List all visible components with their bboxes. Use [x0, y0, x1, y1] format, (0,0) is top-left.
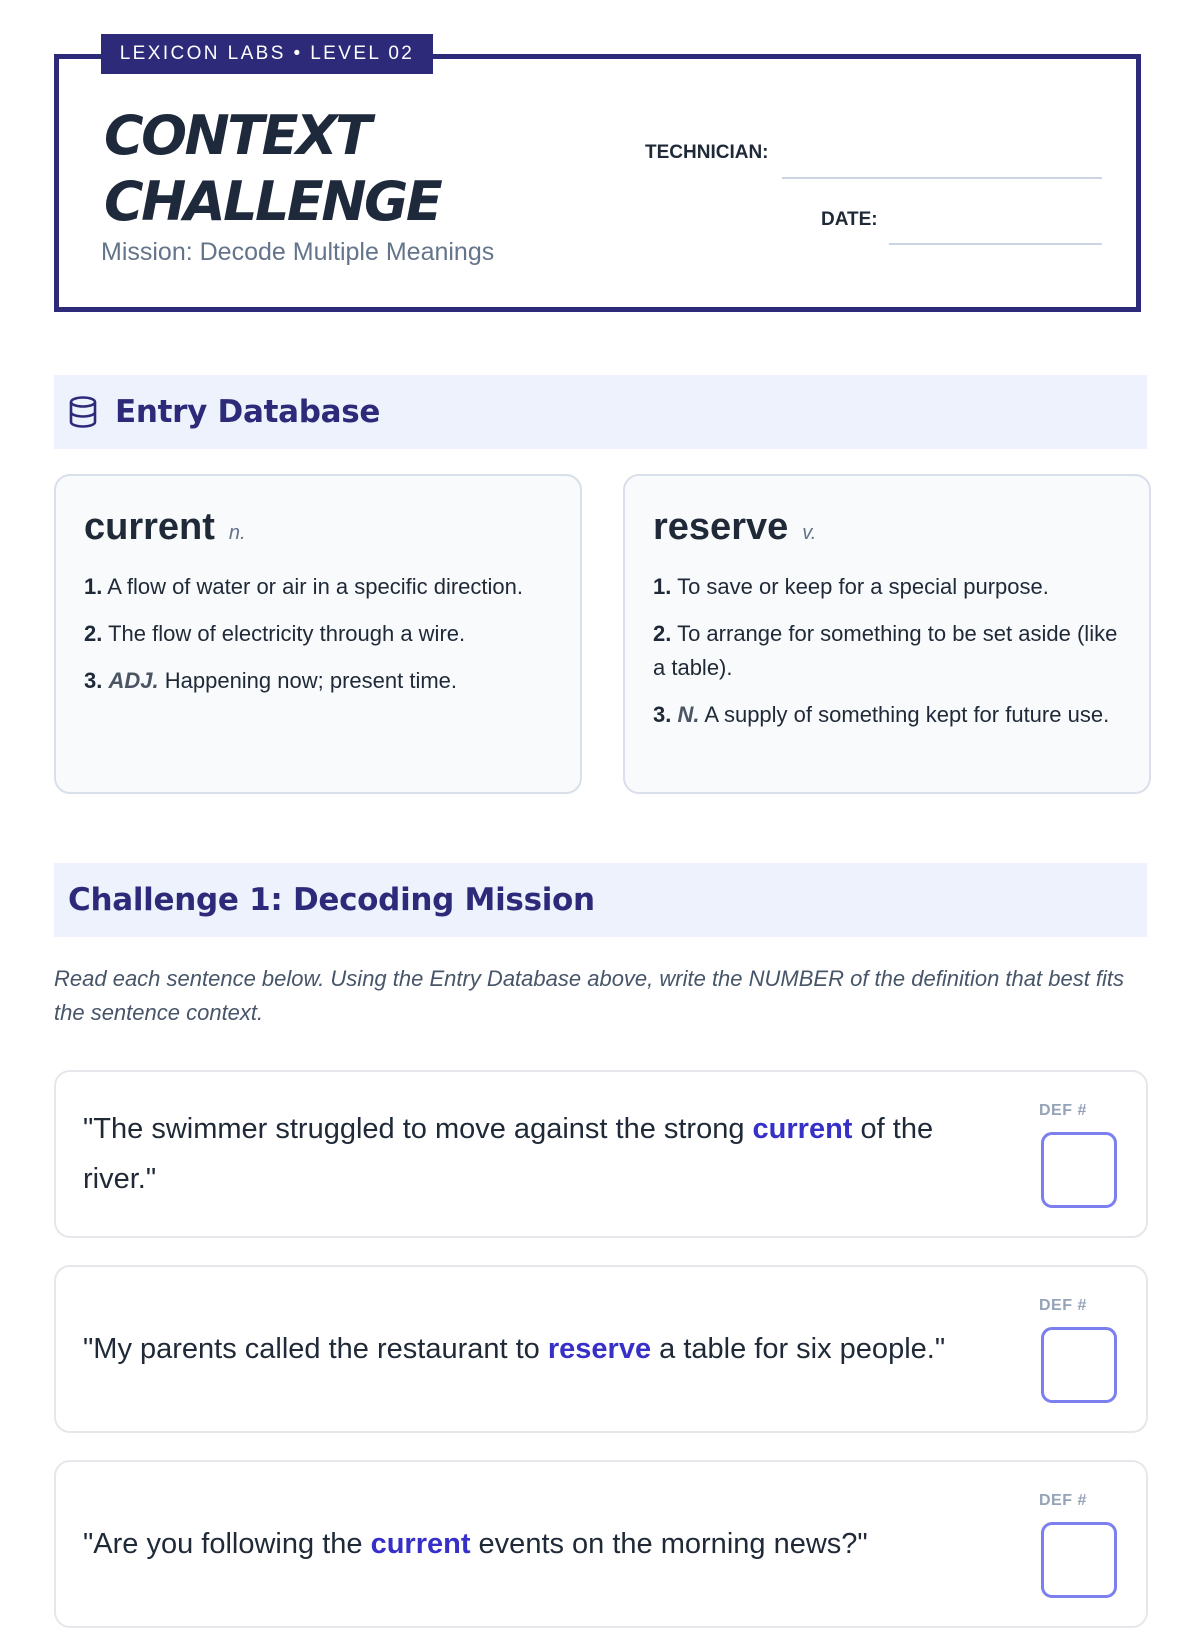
date-label: DATE: [821, 209, 878, 230]
question-card [54, 1265, 1148, 1433]
sentence-text: "My parents called the restaurant to [83, 1333, 548, 1365]
challenge-instructions: Read each sentence below. Using the Entry Database above, write the NUMBER of the definition that best fits the sentence context. [54, 966, 1125, 1025]
definition-item [653, 698, 1121, 732]
def-number-label: DEF # [1039, 1102, 1087, 1119]
definition-pos-tag: ADJ. [108, 668, 159, 693]
def-number-label: DEF # [1039, 1297, 1087, 1314]
definition-number: 3. [653, 702, 672, 727]
mission-subtitle: Mission: Decode Multiple Meanings [101, 238, 495, 266]
definition-number: 2. [84, 621, 103, 646]
definition-text: A supply of something kept for future use. [704, 702, 1110, 727]
def-number-label: DEF # [1039, 1492, 1087, 1509]
date-field[interactable] [889, 243, 1102, 245]
sentence-text: "Are you following the [83, 1528, 371, 1560]
entry-database-header [54, 375, 1147, 449]
definition-item [84, 617, 552, 651]
entry-word: reserve [653, 506, 789, 548]
definition-item [84, 664, 552, 698]
sentence-keyword: current [370, 1528, 471, 1560]
definition-item [653, 617, 1121, 685]
sentence-text: "The swimmer struggled to move against the strong [83, 1113, 753, 1145]
definition-list [653, 570, 1121, 732]
definition-pos-tag: N. [677, 702, 700, 727]
entry-card-reserve [623, 474, 1151, 794]
definition-text: To arrange for something to be set aside (like a table). [653, 621, 1118, 680]
def-number-answer-box[interactable] [1041, 1132, 1117, 1208]
entry-headword [84, 506, 552, 552]
question-sentence [83, 1072, 983, 1236]
definition-text: A flow of water or air in a specific direction. [107, 574, 523, 599]
challenge-title: Challenge 1: Decoding Mission [68, 882, 595, 918]
title-line-2: CHALLENGE [104, 170, 441, 233]
entry-database-title: Entry Database [115, 394, 381, 430]
entry-part-of-speech: v. [802, 522, 817, 544]
title-line-1: CONTEXT [104, 104, 370, 167]
definition-item [84, 570, 552, 604]
entry-word: current [84, 506, 215, 548]
entry-card-current [54, 474, 582, 794]
sentence-text: events on the morning news?" [470, 1528, 868, 1560]
definition-number: 2. [653, 621, 672, 646]
sentence-keyword: current [752, 1113, 853, 1145]
database-icon [68, 395, 98, 429]
def-number-answer-box[interactable] [1041, 1522, 1117, 1598]
challenge-header [54, 863, 1147, 937]
definition-list [84, 570, 552, 698]
sentence-text: of the river." [83, 1113, 934, 1195]
technician-field[interactable] [782, 177, 1102, 179]
definition-number: 3. [84, 668, 103, 693]
definition-text: Happening now; present time. [164, 668, 458, 693]
question-card [54, 1070, 1148, 1238]
question-sentence [83, 1462, 983, 1626]
definition-text: To save or keep for a special purpose. [677, 574, 1049, 599]
question-sentence [83, 1267, 983, 1431]
entry-part-of-speech: n. [228, 522, 246, 544]
definition-number: 1. [653, 574, 672, 599]
sentence-keyword: reserve [547, 1333, 652, 1365]
technician-label: TECHNICIAN: [645, 142, 769, 163]
sentence-text: a table for six people." [651, 1333, 946, 1365]
question-card [54, 1460, 1148, 1628]
page-title [104, 103, 440, 235]
definition-item [653, 570, 1121, 604]
definition-text: The flow of electricity through a wire. [108, 621, 466, 646]
def-number-answer-box[interactable] [1041, 1327, 1117, 1403]
definition-number: 1. [84, 574, 103, 599]
entry-headword [653, 506, 1121, 552]
level-tag: LEXICON LABS • LEVEL 02 [101, 34, 433, 74]
